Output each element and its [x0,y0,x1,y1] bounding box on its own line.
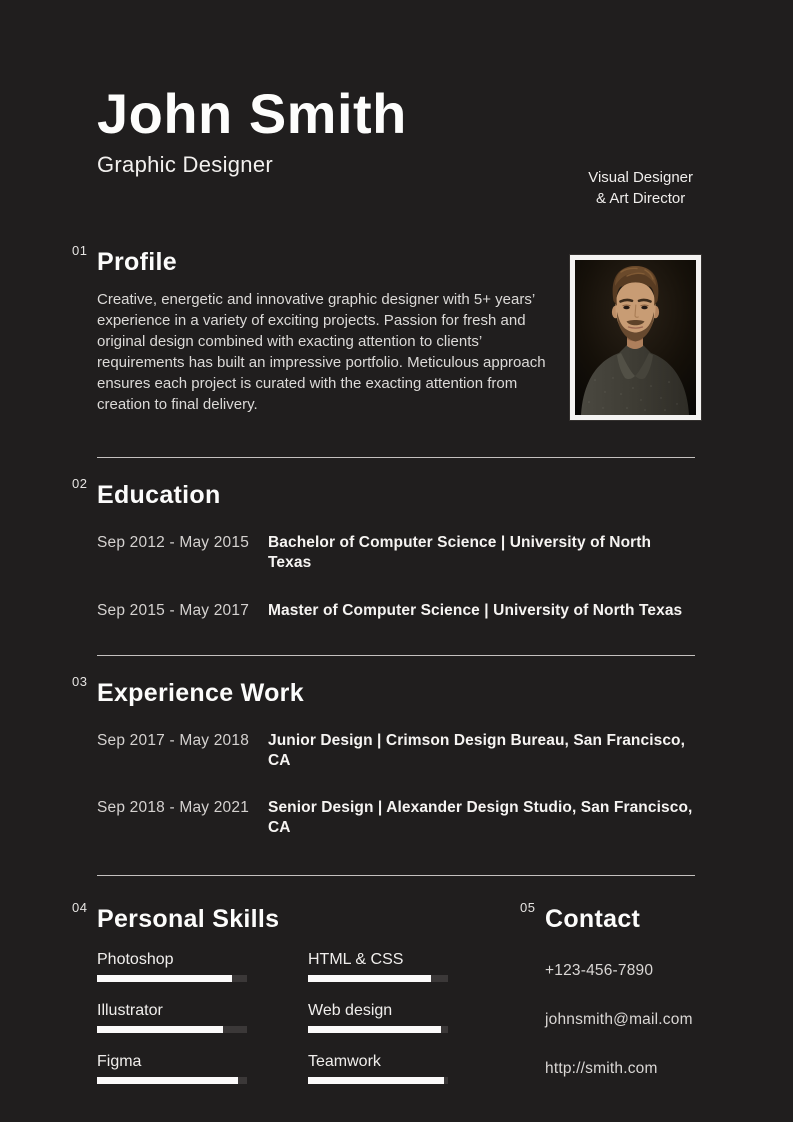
divider-2 [97,655,695,656]
job-title: Graphic Designer [97,152,273,177]
skill-item [97,950,247,982]
experience-row [97,798,695,838]
skill-item [308,1001,448,1033]
section-number-contact: 05 [520,900,536,915]
contact-website: http://smith.com [545,1060,658,1077]
section-number-profile: 01 [72,243,88,258]
tagline [588,167,693,209]
education-row [97,533,695,573]
skill-item [308,950,448,982]
section-number-education: 02 [72,476,88,491]
divider-1 [97,457,695,458]
skill-item [308,1052,448,1084]
experience-detail: Junior Design | Crimson Design Bureau, San Francisco, CA [268,732,686,769]
section-header-education [72,476,695,510]
skill-bar-track [97,975,247,982]
contact-section [520,900,695,1084]
skill-bar-track [308,1026,448,1033]
education-row [97,601,695,621]
contact-email: johnsmith@mail.com [545,1011,693,1028]
education-detail: Master of Computer Science | University of North Texas [268,602,683,619]
tagline-line1: Visual Designer [588,169,693,186]
section-title-contact: Contact [545,905,641,933]
skill-bar-track [97,1026,247,1033]
skill-bar-track [308,1077,448,1084]
experience-period: Sep 2018 - May 2021 [97,799,250,816]
skill-label: HTML & CSS [308,951,404,968]
section-number-skills: 04 [72,900,88,915]
skill-label: Web design [308,1002,393,1019]
section-header-profile [72,243,695,277]
tagline-line2: & Art Director [596,190,686,207]
education-period: Sep 2012 - May 2015 [97,534,250,551]
section-title-education: Education [97,481,221,509]
skill-bar-fill [308,1077,444,1084]
skill-label: Illustrator [97,1002,163,1019]
profile-photo [569,254,702,421]
education-period: Sep 2015 - May 2017 [97,602,250,619]
skill-bar-fill [308,975,431,982]
profile-summary: Creative, energetic and innovative graphic designer with 5+ years’ experience in a variety of exciting projects. Passion for fresh and original design combined with exacting attention to clients’ requirements has built an impressive portfolio. Meticulous approach ensures each project is curated with the exacting attention from creation to final delivery. [97,291,546,413]
experience-row [97,731,695,771]
skill-bar-fill [97,975,232,982]
skill-bar-track [97,1077,247,1084]
skill-bar-fill [97,1077,238,1084]
skill-bar-fill [97,1026,223,1033]
skill-bar-track [308,975,448,982]
section-title-skills: Personal Skills [97,905,280,933]
contact-phone: +123-456-7890 [545,962,654,979]
skill-item [97,1001,247,1033]
experience-detail: Senior Design | Alexander Design Studio, San Francisco, CA [268,799,693,836]
skill-label: Figma [97,1053,142,1070]
education-detail: Bachelor of Computer Science | University of North Texas [268,534,652,571]
experience-period: Sep 2017 - May 2018 [97,732,250,749]
section-header-experience [72,674,695,708]
section-header-skills [72,900,448,934]
section-header-contact [520,900,695,934]
skills-section [72,900,448,1084]
person-name: John Smith [97,82,407,145]
section-title-profile: Profile [97,248,177,276]
man-portrait-illustration [575,260,696,415]
divider-3 [97,875,695,876]
section-number-experience: 03 [72,674,88,689]
skill-bar-fill [308,1026,441,1033]
skill-label: Teamwork [308,1053,381,1070]
skill-label: Photoshop [97,951,174,968]
skill-item [97,1052,247,1084]
section-title-experience: Experience Work [97,679,304,707]
